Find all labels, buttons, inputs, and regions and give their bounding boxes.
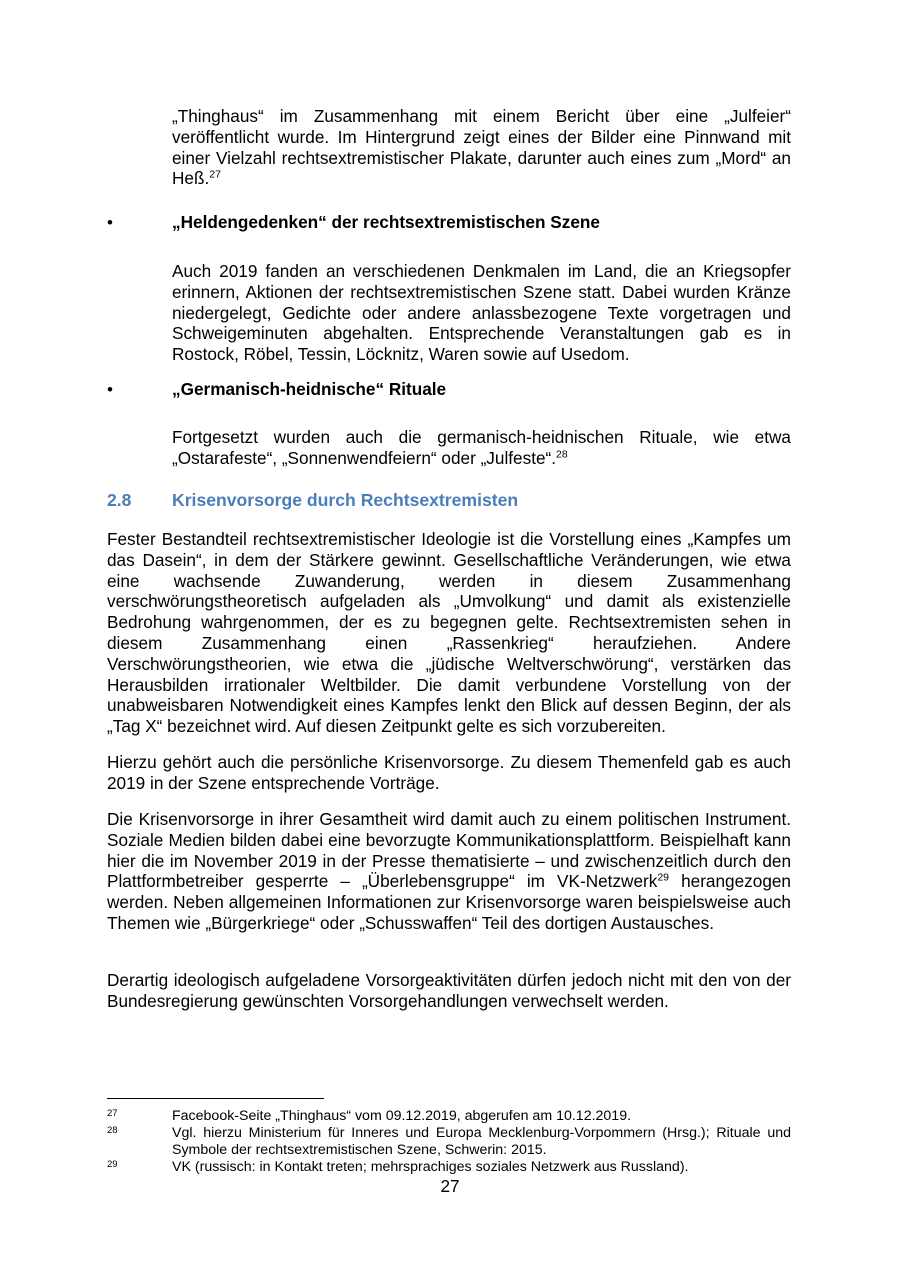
continuation-text: „Thinghaus“ im Zusammenhang mit einem Bericht über eine „Julfeier“ veröffentlicht wurde. Im Hintergrund zeigt eines der Bilder eine Pinnwand mit einer Vielzahl rechtsextremistischer Plakate, darunter auch eines zum „Mord“ an Heß. [172, 106, 791, 189]
footnote-ref-27[interactable]: 27 [209, 168, 221, 181]
footnote-number: 27 [107, 1108, 118, 1119]
paragraph-ideology: Fester Bestandteil rechtsextremistischer Ideologie ist die Vorstellung eines „Kampfes um das Dasein“, in dem der Stärkere gewinnt. Gesellschaftliche Veränderungen, wie etwa eine wachsende Zuwanderung, werden in diesem Zusammenhang verschwörungstheoretisch aufgeladen als „Umvolkung“ und damit als existenzielle Bedrohung wahrgenommen, der es zu begegnen gelte. Rechtsextremisten sehen in diesem Zusammenhang einen „Rassenkrieg“ heraufziehen. Andere Verschwörungstheorien, wie etwa die „jüdische Weltverschwörung“, verstärken das Herausbilden irrationaler Weltbilder. Die damit verbundene Vorstellung von der unabweisbaren Notwendigkeit eines Kampfes lenkt den Blick auf dessen Beginn, der als „Tag X“ bezeichnet wird. Auf diesen Zeitpunkt gelte es sich vorzubereiten. [107, 529, 791, 737]
social-media-text-1: Die Krisenvorsorge in ihrer Gesamtheit wird damit auch zu einem politischen Instrument. Soziale Medien bilden dabei eine bevorzugte Kommunikationsplattform. Beispielhaft kann hier die im November 2019 in der Presse thematisierte – und zwischenzeitlich durch den Plattformbetreiber gesperrte – „Überlebensgruppe“ im VK-Netzwerk [107, 809, 791, 892]
footnote-text: Facebook-Seite „Thinghaus“ vom 09.12.2019, abgerufen am 10.12.2019. [172, 1108, 632, 1124]
bullet-marker: • [107, 380, 113, 399]
paragraph-conclusion: Derartig ideologisch aufgeladene Vorsorgeaktivitäten dürfen jedoch nicht mit den von der Bundesregierung gewünschten Vorsorgehandlungen verwechselt werden. [107, 970, 791, 1011]
footnote-divider [107, 1098, 324, 1099]
footnote-number: 28 [107, 1125, 118, 1136]
paragraph-krisenvorsorge: Hierzu gehört auch die persönliche Krisenvorsorge. Zu diesem Themenfeld gab es auch 2019 in der Szene entsprechende Vorträge. [107, 752, 791, 793]
continuation-paragraph [172, 106, 791, 189]
rituale-text: Fortgesetzt wurden auch die germanisch-heidnischen Rituale, wie etwa „Ostarafeste“, „Sonnenwendfeiern“ oder „Julfeste“. [172, 427, 791, 468]
page-number: 27 [440, 1176, 460, 1196]
footnote-number: 29 [107, 1159, 118, 1170]
footnote-text: VK (russisch: in Kontakt treten; mehrsprachiges soziales Netzwerk aus Russland). [172, 1159, 689, 1175]
footnote-29 [107, 1159, 791, 1176]
social-media-text-2: herangezogen werden. Neben allgemeinen Informationen zur Krisenvorsorge waren beispielsweise auch Themen wie „Bürgerkriege“ oder „Schusswaffen“ Teil des dortigen Austausches. [107, 871, 791, 933]
bullet-heading-rituale: „Germanisch-heidnische“ Rituale [172, 379, 447, 399]
rituale-paragraph [172, 427, 791, 469]
bullet-heading-heldengedenken: „Heldengedenken“ der rechtsextremistischen Szene [172, 212, 600, 232]
paragraph-social-media [107, 809, 791, 934]
bullet-marker: • [107, 213, 113, 232]
section-title: Krisenvorsorge durch Rechtsextremisten [172, 490, 519, 510]
footnote-text: Vgl. hierzu Ministerium für Inneres und Europa Mecklenburg-Vorpommern (Hrsg.); Rituale und Symbole der rechtsextremistischen Szene, Schwerin: 2015. [172, 1125, 791, 1158]
footnote-27 [107, 1108, 791, 1125]
footnote-ref-29[interactable]: 29 [657, 871, 670, 884]
heldengedenken-paragraph: Auch 2019 fanden an verschiedenen Denkmalen im Land, die an Kriegsopfer erinnern, Aktionen der rechtsextremistischen Szene statt. Dabei wurden Kränze niedergelegt, Gedichte oder andere anlassbezogene Texte vorgetragen und Schweigeminuten abgehalten. Entsprechende Veranstaltungen gab es in Rostock, Röbel, Tessin, Löcknitz, Waren sowie auf Usedom. [172, 261, 791, 365]
section-number: 2.8 [107, 490, 132, 510]
footnote-28 [107, 1125, 791, 1159]
footnote-ref-28[interactable]: 28 [556, 448, 568, 461]
